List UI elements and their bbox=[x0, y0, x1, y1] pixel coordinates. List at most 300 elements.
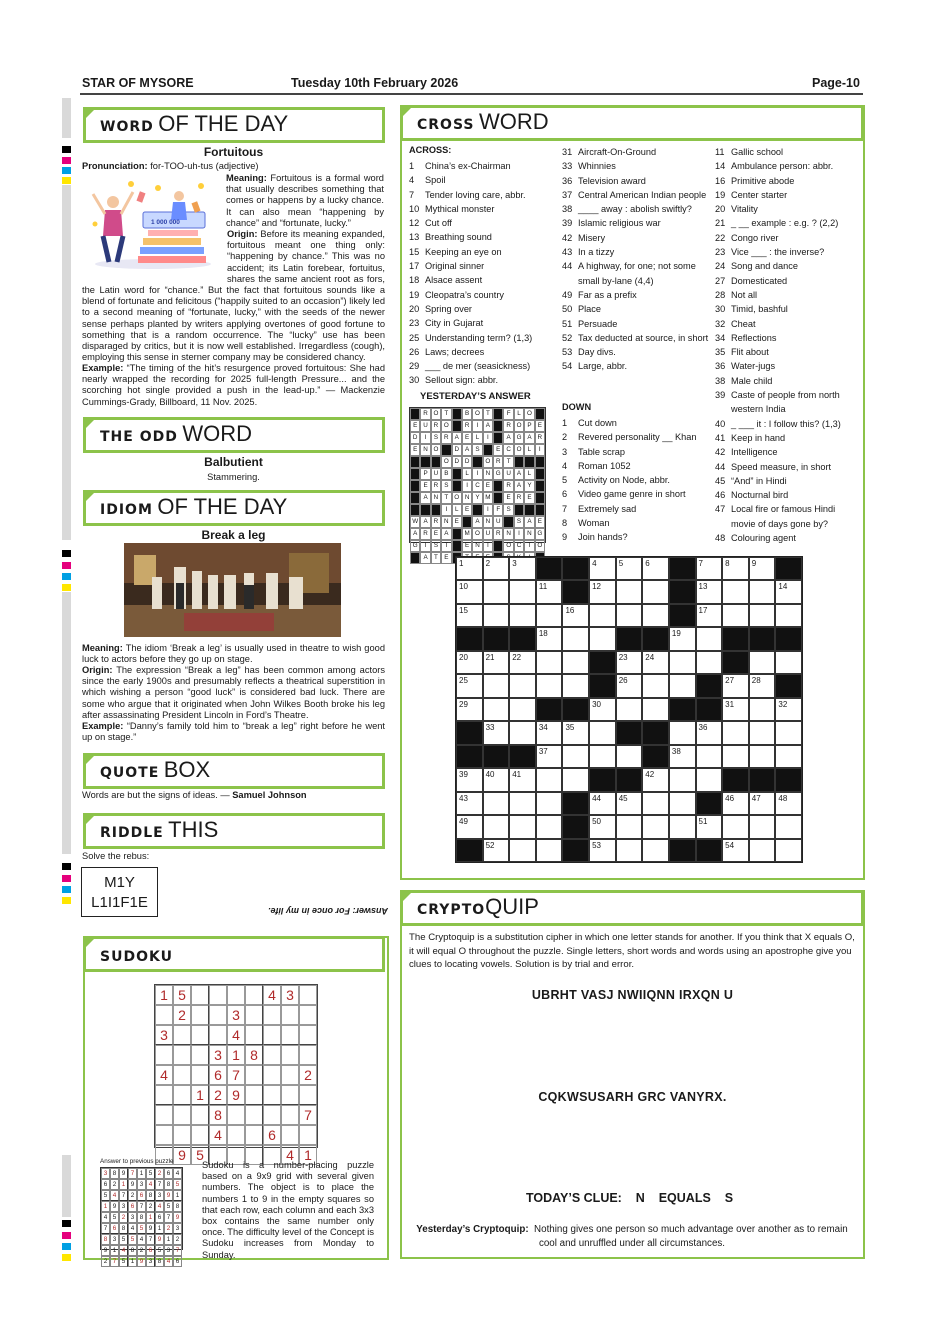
answer-block bbox=[514, 456, 524, 468]
crossword-cell[interactable] bbox=[642, 557, 669, 580]
sudoku-cell[interactable] bbox=[227, 985, 245, 1005]
crossword-block bbox=[456, 839, 483, 862]
cell-number: 26 bbox=[618, 676, 628, 686]
crossword-cell[interactable] bbox=[722, 604, 749, 627]
sudoku-cell[interactable] bbox=[155, 1045, 173, 1065]
crossword-cell[interactable] bbox=[749, 839, 776, 862]
crossword-cell[interactable] bbox=[509, 580, 536, 603]
answer-cell: R bbox=[493, 456, 503, 468]
cell-number: 7 bbox=[698, 559, 703, 568]
answer-cell: O bbox=[431, 408, 441, 420]
sudoku-cell: 4 bbox=[227, 1025, 245, 1045]
cell-number: 29 bbox=[459, 699, 468, 709]
clue-text: Spoil bbox=[425, 175, 446, 186]
crossword-cell[interactable] bbox=[722, 721, 749, 744]
clue-text: Mythical monster bbox=[425, 203, 495, 214]
sudoku-cell: 5 bbox=[173, 985, 191, 1005]
answer-cell: T bbox=[441, 408, 451, 420]
crossword-cell[interactable] bbox=[775, 651, 802, 674]
sudoku-cell[interactable] bbox=[263, 1105, 281, 1125]
clue-number: 3 bbox=[562, 446, 568, 457]
crossword-cell[interactable] bbox=[589, 721, 616, 744]
crossword-cell[interactable] bbox=[749, 721, 776, 744]
clue-item bbox=[715, 445, 858, 459]
crossword-block bbox=[642, 745, 669, 768]
crossword-cell[interactable] bbox=[749, 698, 776, 721]
crossword-cell[interactable] bbox=[536, 792, 563, 815]
clue-item bbox=[715, 188, 858, 202]
crossword-cell[interactable] bbox=[669, 651, 696, 674]
crossword-cell[interactable] bbox=[483, 721, 510, 744]
crossword-cell[interactable] bbox=[696, 768, 723, 791]
clue-text: Laws; decrees bbox=[425, 346, 485, 357]
crossword-cell[interactable] bbox=[536, 627, 563, 650]
crossword-cell[interactable] bbox=[669, 768, 696, 791]
answer-block bbox=[535, 456, 545, 468]
clue-item bbox=[409, 230, 554, 244]
sudoku-cell[interactable] bbox=[191, 1045, 209, 1065]
sudoku-cell[interactable] bbox=[191, 1005, 209, 1025]
previous-sudoku-cell: 5 bbox=[119, 1256, 128, 1267]
cell-number: 36 bbox=[698, 723, 708, 733]
answer-block bbox=[431, 456, 441, 468]
sudoku-cell[interactable] bbox=[227, 1105, 245, 1125]
crossword-block bbox=[456, 721, 483, 744]
crossword-cell[interactable] bbox=[616, 698, 643, 721]
answer-block bbox=[431, 504, 441, 516]
crossword-cell[interactable] bbox=[616, 557, 643, 580]
sudoku-cell[interactable] bbox=[245, 1065, 263, 1085]
crossword-cell[interactable] bbox=[616, 839, 643, 862]
crossword-block bbox=[562, 557, 589, 580]
clue-text: Keeping an eye on bbox=[425, 246, 502, 257]
clue-number: 45 bbox=[715, 475, 726, 486]
crossword-cell[interactable] bbox=[509, 792, 536, 815]
clue-number: 54 bbox=[562, 361, 573, 372]
cell-number: 28 bbox=[751, 676, 761, 686]
crossword-cell[interactable] bbox=[722, 557, 749, 580]
crossword-cell[interactable] bbox=[642, 792, 669, 815]
crossword-cell[interactable] bbox=[483, 580, 510, 603]
crossword-block bbox=[483, 745, 510, 768]
crossword-cell[interactable] bbox=[483, 839, 510, 862]
crossword-cell[interactable] bbox=[642, 768, 669, 791]
crossword-cell[interactable] bbox=[509, 839, 536, 862]
sudoku-cell[interactable] bbox=[209, 1005, 227, 1025]
crossword-cell[interactable] bbox=[669, 627, 696, 650]
crossword-cell[interactable] bbox=[589, 557, 616, 580]
sudoku-cell[interactable] bbox=[173, 1025, 191, 1045]
crossword-cell[interactable] bbox=[483, 557, 510, 580]
crossword-cell[interactable] bbox=[536, 815, 563, 838]
clue-text: Spring over bbox=[425, 303, 472, 314]
crossword-cell[interactable] bbox=[509, 721, 536, 744]
clue-number: 4 bbox=[409, 175, 415, 186]
previous-sudoku-cell: 4 bbox=[119, 1245, 128, 1256]
sudoku-cell[interactable] bbox=[209, 1025, 227, 1045]
clue-number: 42 bbox=[562, 232, 573, 243]
crossword-cell[interactable] bbox=[775, 745, 802, 768]
clue-number: 4 bbox=[562, 460, 568, 471]
sudoku-cell[interactable] bbox=[191, 985, 209, 1005]
sudoku-cell[interactable] bbox=[245, 1085, 263, 1105]
answer-cell: N bbox=[503, 528, 513, 540]
previous-sudoku-cell: 8 bbox=[128, 1245, 137, 1256]
sudoku-cell[interactable] bbox=[155, 1085, 173, 1105]
crossword-cell[interactable] bbox=[483, 651, 510, 674]
crossword-cell[interactable] bbox=[456, 815, 483, 838]
answer-cell: N bbox=[420, 444, 430, 456]
crossword-cell[interactable] bbox=[483, 815, 510, 838]
crossword-cell[interactable] bbox=[509, 815, 536, 838]
crossword-cell[interactable] bbox=[669, 674, 696, 697]
answer-cell: I bbox=[420, 540, 430, 552]
answer-block bbox=[452, 528, 462, 540]
sudoku-cell[interactable] bbox=[263, 1005, 281, 1025]
crossword-cell[interactable] bbox=[775, 580, 802, 603]
crossword-cell[interactable] bbox=[775, 604, 802, 627]
previous-sudoku-cell: 7 bbox=[155, 1179, 164, 1190]
clue-text: City in Gujarat bbox=[425, 318, 484, 329]
clue-number: 23 bbox=[409, 318, 420, 329]
answer-cell: S bbox=[514, 516, 524, 528]
sudoku-cell[interactable] bbox=[299, 1045, 317, 1065]
crossword-cell[interactable] bbox=[589, 580, 616, 603]
crossword-cell[interactable] bbox=[589, 627, 616, 650]
sudoku-cell: 1 bbox=[155, 985, 173, 1005]
previous-sudoku-cell: 7 bbox=[128, 1168, 137, 1179]
crossword-cell[interactable] bbox=[456, 604, 483, 627]
crossword-cell[interactable] bbox=[749, 651, 776, 674]
clue-item bbox=[562, 502, 712, 516]
sudoku-cell[interactable] bbox=[263, 1045, 281, 1065]
crossword-cell[interactable] bbox=[562, 768, 589, 791]
todays-clue: TODAY’S CLUE: N EQUALS S bbox=[526, 1191, 734, 1205]
crossword-cell[interactable] bbox=[669, 721, 696, 744]
answer-cell: A bbox=[420, 552, 430, 564]
answer-cell: O bbox=[452, 492, 462, 504]
crossword-cell[interactable] bbox=[775, 721, 802, 744]
crossword-cell[interactable] bbox=[696, 745, 723, 768]
crossword-cell[interactable] bbox=[509, 557, 536, 580]
crossword-cell[interactable] bbox=[483, 768, 510, 791]
sudoku-cell[interactable] bbox=[299, 1085, 317, 1105]
clue-text: _ ___ it : I follow this? (1,3) bbox=[731, 418, 841, 429]
crossword-cell[interactable] bbox=[536, 839, 563, 862]
clue-number: 34 bbox=[715, 332, 726, 343]
crossword-cell[interactable] bbox=[509, 698, 536, 721]
sudoku-cell[interactable] bbox=[263, 1085, 281, 1105]
clue-item bbox=[715, 345, 858, 359]
crossword-cell[interactable] bbox=[509, 674, 536, 697]
crossword-block bbox=[562, 815, 589, 838]
sudoku-cell[interactable] bbox=[245, 985, 263, 1005]
crossword-cell[interactable] bbox=[616, 745, 643, 768]
crossword-cell[interactable] bbox=[669, 815, 696, 838]
sudoku-cell[interactable] bbox=[281, 1005, 299, 1025]
crossword-cell[interactable] bbox=[696, 627, 723, 650]
sudoku-cell[interactable] bbox=[173, 1105, 191, 1125]
reg-mark bbox=[62, 1220, 71, 1227]
crossword-cell[interactable] bbox=[589, 839, 616, 862]
crossword-cell[interactable] bbox=[749, 792, 776, 815]
crossword-cell[interactable] bbox=[509, 651, 536, 674]
sudoku-cell[interactable] bbox=[173, 1085, 191, 1105]
answer-cell: I bbox=[535, 444, 545, 456]
answer-cell: D bbox=[452, 456, 462, 468]
clue-item bbox=[409, 245, 554, 259]
crossword-cell[interactable] bbox=[562, 651, 589, 674]
sudoku-cell: 6 bbox=[209, 1065, 227, 1085]
sudoku-cell[interactable] bbox=[155, 1005, 173, 1025]
sudoku-cell[interactable] bbox=[191, 1065, 209, 1085]
clue-text: A highway, for one; not some small by-lane (4,4) bbox=[578, 261, 696, 286]
crossword-cell[interactable] bbox=[669, 792, 696, 815]
crossword-cell[interactable] bbox=[696, 651, 723, 674]
previous-sudoku-cell: 9 bbox=[101, 1245, 110, 1256]
crossword-cell[interactable] bbox=[749, 580, 776, 603]
sudoku-cell[interactable] bbox=[173, 1045, 191, 1065]
crossword-cell[interactable] bbox=[616, 580, 643, 603]
sudoku-cell[interactable] bbox=[299, 985, 317, 1005]
clue-item bbox=[562, 145, 712, 159]
sudoku-cell[interactable] bbox=[245, 1025, 263, 1045]
crossword-cell[interactable] bbox=[562, 604, 589, 627]
crossword-cell[interactable] bbox=[536, 721, 563, 744]
sudoku-cell: 8 bbox=[209, 1105, 227, 1125]
crossword-cell[interactable] bbox=[562, 721, 589, 744]
clue-item bbox=[562, 231, 712, 245]
sudoku-cell[interactable] bbox=[245, 1005, 263, 1025]
crossword-cell[interactable] bbox=[722, 745, 749, 768]
crossword-cell[interactable] bbox=[775, 815, 802, 838]
sudoku-cell[interactable] bbox=[245, 1125, 263, 1145]
crossword-cell[interactable] bbox=[483, 792, 510, 815]
crossword-block bbox=[642, 721, 669, 744]
sudoku-cell[interactable] bbox=[227, 1125, 245, 1145]
crossword-cell[interactable] bbox=[722, 580, 749, 603]
crossword-cell[interactable] bbox=[536, 651, 563, 674]
sudoku-cell[interactable] bbox=[191, 1125, 209, 1145]
sudoku-grid[interactable] bbox=[154, 984, 318, 1163]
crossword-cell[interactable] bbox=[483, 674, 510, 697]
cell-number: 30 bbox=[592, 699, 601, 709]
crossword-cell[interactable] bbox=[642, 698, 669, 721]
previous-sudoku-cell: 1 bbox=[164, 1234, 173, 1245]
sudoku-cell[interactable] bbox=[299, 1025, 317, 1045]
cell-number: 54 bbox=[725, 840, 735, 850]
clue-number: 47 bbox=[715, 504, 726, 515]
sudoku-cell[interactable] bbox=[173, 1125, 191, 1145]
clue-number: 19 bbox=[409, 289, 420, 300]
crossword-cell[interactable] bbox=[616, 792, 643, 815]
crossword-cell[interactable] bbox=[749, 557, 776, 580]
crossword-cell[interactable] bbox=[616, 604, 643, 627]
clue-number: 28 bbox=[715, 289, 726, 300]
crossword-cell[interactable] bbox=[696, 604, 723, 627]
answer-cell: O bbox=[431, 444, 441, 456]
clue-text: Television award bbox=[578, 175, 646, 186]
crossword-cell[interactable] bbox=[775, 839, 802, 862]
crossword-cell[interactable] bbox=[749, 674, 776, 697]
crossword-cell[interactable] bbox=[456, 698, 483, 721]
sudoku-cell[interactable] bbox=[281, 1045, 299, 1065]
previous-sudoku-cell: 5 bbox=[128, 1234, 137, 1245]
clue-text: Breathing sound bbox=[425, 232, 492, 243]
answer-cell: B bbox=[441, 468, 451, 480]
sudoku-cell[interactable] bbox=[281, 1025, 299, 1045]
sudoku-cell[interactable] bbox=[299, 1125, 317, 1145]
crossword-cell[interactable] bbox=[589, 815, 616, 838]
crossword-cell[interactable] bbox=[509, 604, 536, 627]
crossword-cell[interactable] bbox=[642, 839, 669, 862]
clue-text: Join hands? bbox=[578, 532, 628, 543]
crossword-cell[interactable] bbox=[456, 792, 483, 815]
crossword-cell[interactable] bbox=[536, 580, 563, 603]
clue-number: 42 bbox=[715, 447, 726, 458]
clue-item bbox=[409, 188, 554, 202]
sudoku-cell[interactable] bbox=[245, 1105, 263, 1125]
sudoku-cell[interactable] bbox=[209, 985, 227, 1005]
crossword-cell[interactable] bbox=[696, 580, 723, 603]
clue-item bbox=[409, 216, 554, 230]
clue-item bbox=[562, 345, 712, 359]
crossword-cell[interactable] bbox=[749, 745, 776, 768]
sudoku-cell[interactable] bbox=[281, 1065, 299, 1085]
crossword-cell[interactable] bbox=[642, 815, 669, 838]
answer-cell: R bbox=[535, 432, 545, 444]
sudoku-cell[interactable] bbox=[191, 1105, 209, 1125]
crossword-cell[interactable] bbox=[642, 604, 669, 627]
clue-text: Speed measure, in short bbox=[731, 461, 832, 472]
sudoku-cell[interactable] bbox=[191, 1025, 209, 1045]
answer-cell: S bbox=[503, 504, 513, 516]
crossword-cell[interactable] bbox=[722, 792, 749, 815]
answer-block bbox=[410, 492, 420, 504]
clue-item bbox=[715, 216, 858, 230]
sudoku-cell: 3 bbox=[281, 985, 299, 1005]
crossword-cell[interactable] bbox=[616, 815, 643, 838]
clue-text: Congo river bbox=[731, 232, 779, 243]
previous-sudoku-cell: 8 bbox=[101, 1234, 110, 1245]
sudoku-cell[interactable] bbox=[155, 1125, 173, 1145]
crossword-cell[interactable] bbox=[749, 815, 776, 838]
clue-item bbox=[562, 245, 712, 259]
crossword-cell[interactable] bbox=[536, 604, 563, 627]
clue-number: 29 bbox=[409, 361, 420, 372]
previous-sudoku-answer bbox=[100, 1167, 183, 1265]
clue-number: 1 bbox=[562, 418, 568, 428]
crossword-cell[interactable] bbox=[722, 698, 749, 721]
sudoku-cell[interactable] bbox=[281, 1105, 299, 1125]
answer-cell: S bbox=[431, 540, 441, 552]
crossword-grid[interactable] bbox=[455, 556, 803, 863]
crossword-cell[interactable] bbox=[642, 674, 669, 697]
sudoku-cell[interactable] bbox=[263, 1065, 281, 1085]
answer-cell: A bbox=[483, 420, 493, 432]
clue-item bbox=[715, 502, 858, 531]
answer-block bbox=[493, 432, 503, 444]
odd-word-title: THE ODD WORD bbox=[83, 417, 385, 453]
sudoku-cell[interactable] bbox=[299, 1005, 317, 1025]
clue-text: Keep in hand bbox=[731, 432, 786, 443]
crossword-cell[interactable] bbox=[589, 792, 616, 815]
crossword-cell[interactable] bbox=[749, 604, 776, 627]
crossword-block bbox=[589, 768, 616, 791]
crossword-cell[interactable] bbox=[722, 674, 749, 697]
clue-item bbox=[562, 359, 712, 373]
clue-text: Islamic religious war bbox=[578, 218, 661, 229]
cell-number: 42 bbox=[645, 770, 655, 780]
sudoku-cell[interactable] bbox=[281, 1085, 299, 1105]
crossword-cell[interactable] bbox=[775, 698, 802, 721]
crossword-cell[interactable] bbox=[562, 627, 589, 650]
clue-text: Roman 1052 bbox=[578, 460, 631, 471]
clue-number: 23 bbox=[715, 247, 726, 258]
sudoku-cell: 4 bbox=[155, 1065, 173, 1085]
clue-item bbox=[562, 430, 712, 444]
crossword-cell[interactable] bbox=[696, 815, 723, 838]
crossword-cell[interactable] bbox=[456, 557, 483, 580]
down-clues-2 bbox=[715, 145, 858, 545]
crossword-cell[interactable] bbox=[509, 768, 536, 791]
answer-cell: E bbox=[462, 540, 472, 552]
crossword-cell[interactable] bbox=[536, 768, 563, 791]
previous-sudoku-cell: 1 bbox=[173, 1190, 182, 1201]
crossword-cell[interactable] bbox=[456, 651, 483, 674]
crossword-cell[interactable] bbox=[456, 768, 483, 791]
crossword-cell[interactable] bbox=[669, 745, 696, 768]
clue-item bbox=[715, 231, 858, 245]
crossword-cell[interactable] bbox=[456, 674, 483, 697]
crossword-cell[interactable] bbox=[589, 698, 616, 721]
crossword-cell[interactable] bbox=[696, 721, 723, 744]
cryptoquip-line2: CQKWSUSARH GRC VANYRX. bbox=[538, 1090, 727, 1104]
reg-mark bbox=[62, 863, 71, 870]
crossword-cell[interactable] bbox=[696, 557, 723, 580]
crossword-cell[interactable] bbox=[536, 674, 563, 697]
crossword-cell[interactable] bbox=[589, 604, 616, 627]
previous-sudoku-cell: 6 bbox=[173, 1256, 182, 1267]
crossword-cell[interactable] bbox=[775, 792, 802, 815]
answer-cell: N bbox=[472, 540, 482, 552]
sudoku-cell[interactable] bbox=[173, 1065, 191, 1085]
previous-sudoku-cell: 2 bbox=[164, 1223, 173, 1234]
crossword-cell[interactable] bbox=[722, 839, 749, 862]
crossword-cell[interactable] bbox=[456, 580, 483, 603]
crossword-cell[interactable] bbox=[642, 651, 669, 674]
sudoku-cell[interactable] bbox=[155, 1105, 173, 1125]
crossword-cell[interactable] bbox=[589, 745, 616, 768]
crossword-block bbox=[616, 768, 643, 791]
previous-sudoku-cell: 7 bbox=[110, 1256, 119, 1267]
clue-text: Colouring agent bbox=[731, 533, 796, 544]
cell-number: 41 bbox=[512, 770, 522, 780]
sudoku-cell[interactable] bbox=[263, 1025, 281, 1045]
crossword-cell[interactable] bbox=[483, 604, 510, 627]
margin-bar bbox=[62, 592, 71, 854]
crossword-cell[interactable] bbox=[562, 674, 589, 697]
crossword-cell[interactable] bbox=[536, 745, 563, 768]
crossword-cell[interactable] bbox=[616, 674, 643, 697]
crossword-cell[interactable] bbox=[562, 745, 589, 768]
crossword-cell[interactable] bbox=[642, 580, 669, 603]
sudoku-cell[interactable] bbox=[281, 1125, 299, 1145]
clue-item bbox=[562, 159, 712, 173]
crossword-cell[interactable] bbox=[483, 698, 510, 721]
crossword-cell[interactable] bbox=[616, 651, 643, 674]
crossword-cell[interactable] bbox=[722, 815, 749, 838]
